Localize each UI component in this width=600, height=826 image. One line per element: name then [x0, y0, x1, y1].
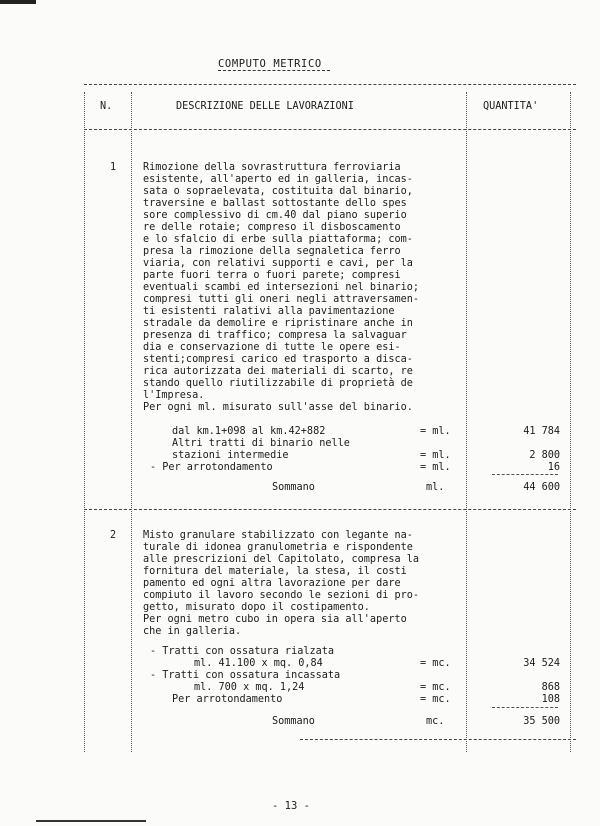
- measure-line-qty: 34 524: [523, 658, 560, 669]
- measure-line-unit: = mc.: [420, 658, 451, 669]
- scan-edge-mark: [0, 0, 36, 4]
- description-line: Per ogni ml. misurato sull'asse del binario.: [143, 402, 413, 413]
- description-line: viaria, con relativi supporti e cavi, per la: [143, 258, 413, 269]
- description-line: pamento ed ogni altra lavorazione per dare: [143, 578, 401, 589]
- item-description: [143, 162, 419, 414]
- subtotal-dash: [492, 474, 558, 475]
- measure-line-qty: 16: [547, 462, 560, 473]
- description-line: alle prescrizioni del Capitolato, compresa la: [143, 554, 420, 565]
- total-qty: 35 500: [523, 716, 560, 727]
- description-line: stenti;compresi carico ed trasporto a disca-: [143, 354, 413, 365]
- description-line: sore complessivo di cm.40 dal piano superio: [143, 210, 407, 221]
- header-description: DESCRIZIONE DELLE LAVORAZIONI: [176, 101, 354, 112]
- measure-line-qty: 868: [541, 682, 560, 693]
- measure-line-text: ml. 41.100 x mq. 0,84: [194, 658, 323, 669]
- description-line: ti esistenti ralativi alla pavimentazione: [143, 306, 395, 317]
- total-label: Sommano: [272, 482, 315, 493]
- description-line: presenza di traffico; compresa la salvaguar: [143, 330, 407, 341]
- total-unit: mc.: [426, 716, 445, 727]
- measure-line-text: - Tratti con ossatura incassata: [150, 670, 341, 681]
- description-line: che in galleria.: [143, 626, 242, 637]
- measure-line-text: - Tratti con ossatura rialzata: [150, 646, 335, 657]
- measure-line-unit: = mc.: [420, 694, 451, 705]
- page-number: - 13 -: [272, 800, 310, 812]
- total-rule: [300, 739, 576, 740]
- total-qty: 44 600: [523, 482, 560, 493]
- description-line: Per ogni metro cubo in opera sia all'aperto: [143, 614, 407, 625]
- subtotal-dash: [492, 707, 558, 708]
- col-separator-desc: [466, 92, 467, 752]
- measure-line-unit: = ml.: [420, 450, 451, 461]
- measure-line-qty: 2 800: [529, 450, 560, 461]
- measure-line-unit: = mc.: [420, 682, 451, 693]
- description-line: dia e conservazione di tutte le opere esi-: [143, 342, 401, 353]
- measure-line-unit: = ml.: [420, 462, 451, 473]
- total-unit: ml.: [426, 482, 445, 493]
- description-line: e lo sfalcio di erbe sulla piattaforma; com-: [143, 234, 413, 245]
- description-line: parte fuori terra o fuori parete; compresi: [143, 270, 401, 281]
- description-line: turale di idonea granulometria e rispondente: [143, 542, 413, 553]
- description-line: re delle rotaie; compreso il disboscamento: [143, 222, 401, 233]
- description-line: traversine e ballast sottostante dello spes: [143, 198, 407, 209]
- description-line: compresi tutti gli oneri negli attraversamen-: [143, 294, 420, 305]
- description-line: Rimozione della sovrastruttura ferroviaria: [143, 162, 401, 173]
- description-line: rica autorizzata dei materiali di scarto, re: [143, 366, 413, 377]
- item-description: [143, 530, 419, 638]
- header-number: N.: [100, 101, 113, 112]
- measure-line-qty: 41 784: [523, 426, 560, 437]
- description-line: sata o sopraelevata, costituita dal binario,: [143, 186, 413, 197]
- measure-line-text: Altri tratti di binario nelle: [172, 438, 350, 449]
- description-line: fornitura del materiale, la stesa, il costi: [143, 566, 407, 577]
- total-label: Sommano: [272, 716, 315, 727]
- table-top-rule: [84, 84, 576, 85]
- measure-line-text: dal km.1+098 al km.42+882: [172, 426, 326, 437]
- measure-line-qty: 108: [541, 694, 560, 705]
- description-line: presa la rimozione della segnaletica ferro: [143, 246, 401, 257]
- header-quantity: QUANTITA': [483, 101, 539, 112]
- description-line: Misto granulare stabilizzato con legante na-: [143, 530, 413, 541]
- description-line: compiuto il lavoro secondo le sezioni di pro-: [143, 590, 420, 601]
- description-line: eventuali scambi ed intersezioni nel binario;: [143, 282, 420, 293]
- title-underline: [218, 70, 330, 71]
- description-line: esistente, all'aperto ed in galleria, incas-: [143, 174, 413, 185]
- description-line: stando quello riutilizzabile di proprietà de: [143, 378, 413, 389]
- measure-line-text: ml. 700 x mq. 1,24: [194, 682, 305, 693]
- measure-line-text: Per arrotondamento: [172, 694, 283, 705]
- measure-line-text: stazioni intermedie: [172, 450, 289, 461]
- measure-line-text: - Per arrotondamento: [150, 462, 273, 473]
- col-separator-number: [131, 92, 132, 752]
- col-separator-right: [570, 92, 571, 752]
- col-separator-left: [84, 92, 85, 752]
- header-bottom-rule: [84, 129, 576, 130]
- description-line: getto, misurato dopo il costipamento.: [143, 602, 370, 613]
- description-line: l'Impresa.: [143, 390, 205, 401]
- footer-rule: [36, 820, 146, 822]
- item-number: 2: [110, 530, 117, 541]
- item-number: 1: [110, 162, 117, 173]
- item-separator-rule: [84, 509, 576, 510]
- measure-line-unit: = ml.: [420, 426, 451, 437]
- document-title: COMPUTO METRICO: [218, 58, 322, 70]
- description-line: stradale da demolire e ripristinare anche in: [143, 318, 413, 329]
